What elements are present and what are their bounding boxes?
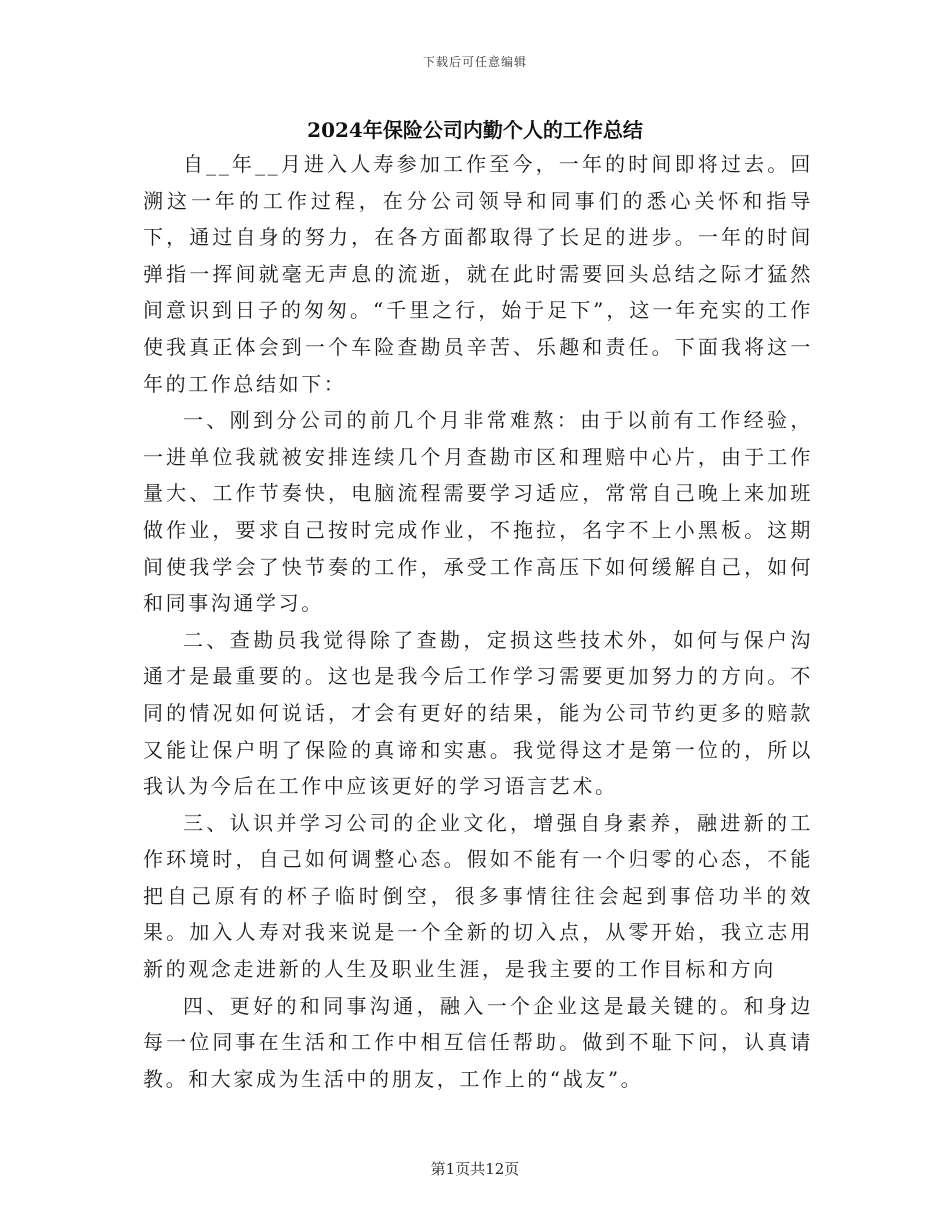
paragraph-section-4: 四、更好的和同事沟通，融入一个企业这是最关键的。和身边每一位同事在生活和工作中相互信任帮助。做到不耻下问，认真请教。和大家成为生活中的朋友，工作上的“战友”。 (143, 993, 813, 1091)
document-title: 2024年保险公司内勤个人的工作总结 (307, 118, 643, 142)
paragraph-section-1: 一、刚到分公司的前几个月非常难熬：由于以前有工作经验，一进单位我就被安排连续几个月查勘市区和理赔中心片，由于工作量大、工作节奏快，电脑流程需要学习适应，常常自己晚上来加班做作业，要求自己按时完成作业，不拖拉，名字不上小黑板。这期间使我学会了快节奏的工作，承受工作高压下如何缓解自己，如何和同事沟通学习。 (143, 408, 813, 616)
page-header-note: 下载后可任意编辑 (422, 55, 527, 69)
page-number: 第1页共12页 (430, 1160, 520, 1178)
document-body (143, 146, 813, 1097)
paragraph-section-2: 二、查勘员我觉得除了查勘，定损这些技术外，如何与保户沟通才是最重要的。这也是我今后工作学习需要更加努力的方向。不同的情况如何说话，才会有更好的结果，能为公司节约更多的赔款又能让保户明了保险的真谛和实惠。我觉得这才是第一位的，所以我认为今后在工作中应该更好的学习语言艺术。 (143, 627, 813, 799)
paragraph-section-3: 三、认识并学习公司的企业文化，增强自身素养，融进新的工作环境时，自己如何调整心态。假如不能有一个归零的心态，不能把自己原有的杯子临时倒空，很多事情往往会起到事倍功半的效果。加入人寿对我来说是一个全新的切入点，从零开始，我立志用新的观念走进新的人生及职业生涯，是我主要的工作目标和方向 (143, 810, 813, 982)
paragraph-intro: 自__年__月进入人寿参加工作至今，一年的时间即将过去。回溯这一年的工作过程，在分公司领导和同事们的悉心关怀和指导下，通过自身的努力，在各方面都取得了长足的进步。一年的时间弹指一挥间就毫无声息的流逝，就在此时需要回头总结之际才猛然间意识到日子的匆匆。“千里之行，始于足下”，这一年充实的工作使我真正体会到一个车险查勘员辛苦、乐趣和责任。下面我将这一年的工作总结如下： (143, 152, 813, 396)
